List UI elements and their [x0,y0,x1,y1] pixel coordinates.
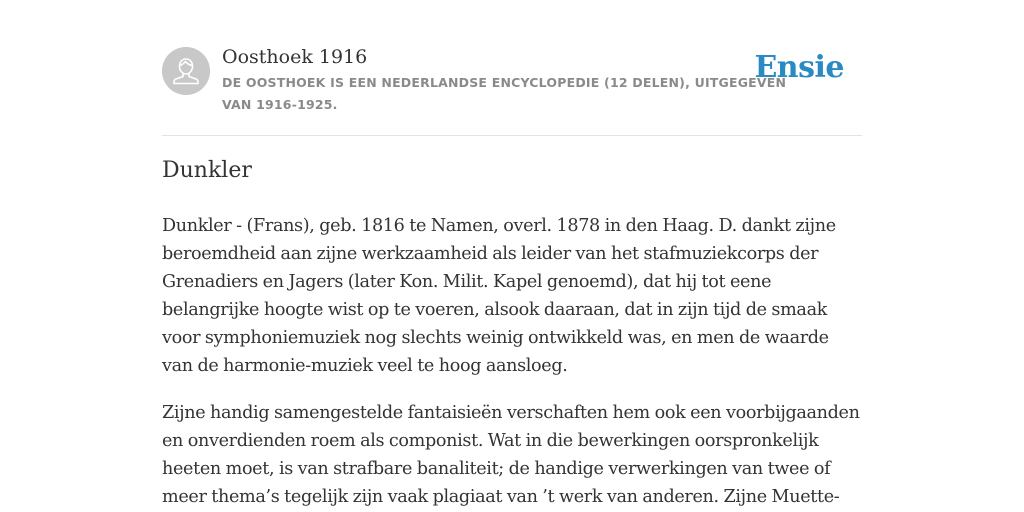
author-description-line: DE OOSTHOEK IS EEN NEDERLANDSE ENCYCLOPEDIE (12 DELEN), UITGEGEVEN [222,75,787,90]
header-divider [162,135,862,136]
author-avatar[interactable] [162,47,210,95]
text-line: en onverdienden roem als componist. Wat in die bewerkingen oorspronkelijk [162,431,819,451]
article-paragraph [162,212,862,380]
author-description-line: VAN 1916-1925. [222,97,338,112]
author-description [222,72,787,116]
ensie-logo[interactable]: Ensie [754,50,844,85]
text-line: heeten moet, is van strafbare banaliteit; de handige verwerkingen van twee of [162,459,831,479]
text-line: meer thema’s tegelijk zijn vaak plagiaat van ’t werk van anderen. Zijne Muette- [162,487,840,507]
article-paragraph [162,399,862,511]
text-line: Zijne handig samengestelde fantaisieën verschaften hem ook een voorbijgaanden [162,403,860,423]
text-line: belangrijke hoogte wist op te voeren, alsook daaraan, dat in zijn tijd de smaak [162,300,828,320]
article-body [162,212,862,512]
author-name[interactable]: Oosthoek 1916 [222,46,368,68]
text-line: Dunkler - (Frans), geb. 1816 te Namen, overl. 1878 in den Haag. D. dankt zijne [162,216,836,236]
user-silhouette-icon [162,47,210,95]
author-header [162,44,862,136]
text-line: van de harmonie-muziek veel te hoog aansloeg. [162,356,568,376]
text-line: Grenadiers en Jagers (later Kon. Milit. Kapel genoemd), dat hij tot eene [162,272,772,292]
text-line: voor symphoniemuziek nog slechts weinig ontwikkeld was, en men de waarde [162,328,829,348]
text-line: beroemdheid aan zijne werkzaamheid als leider van het stafmuziekcorps der [162,244,819,264]
article-title: Dunkler [162,158,252,183]
